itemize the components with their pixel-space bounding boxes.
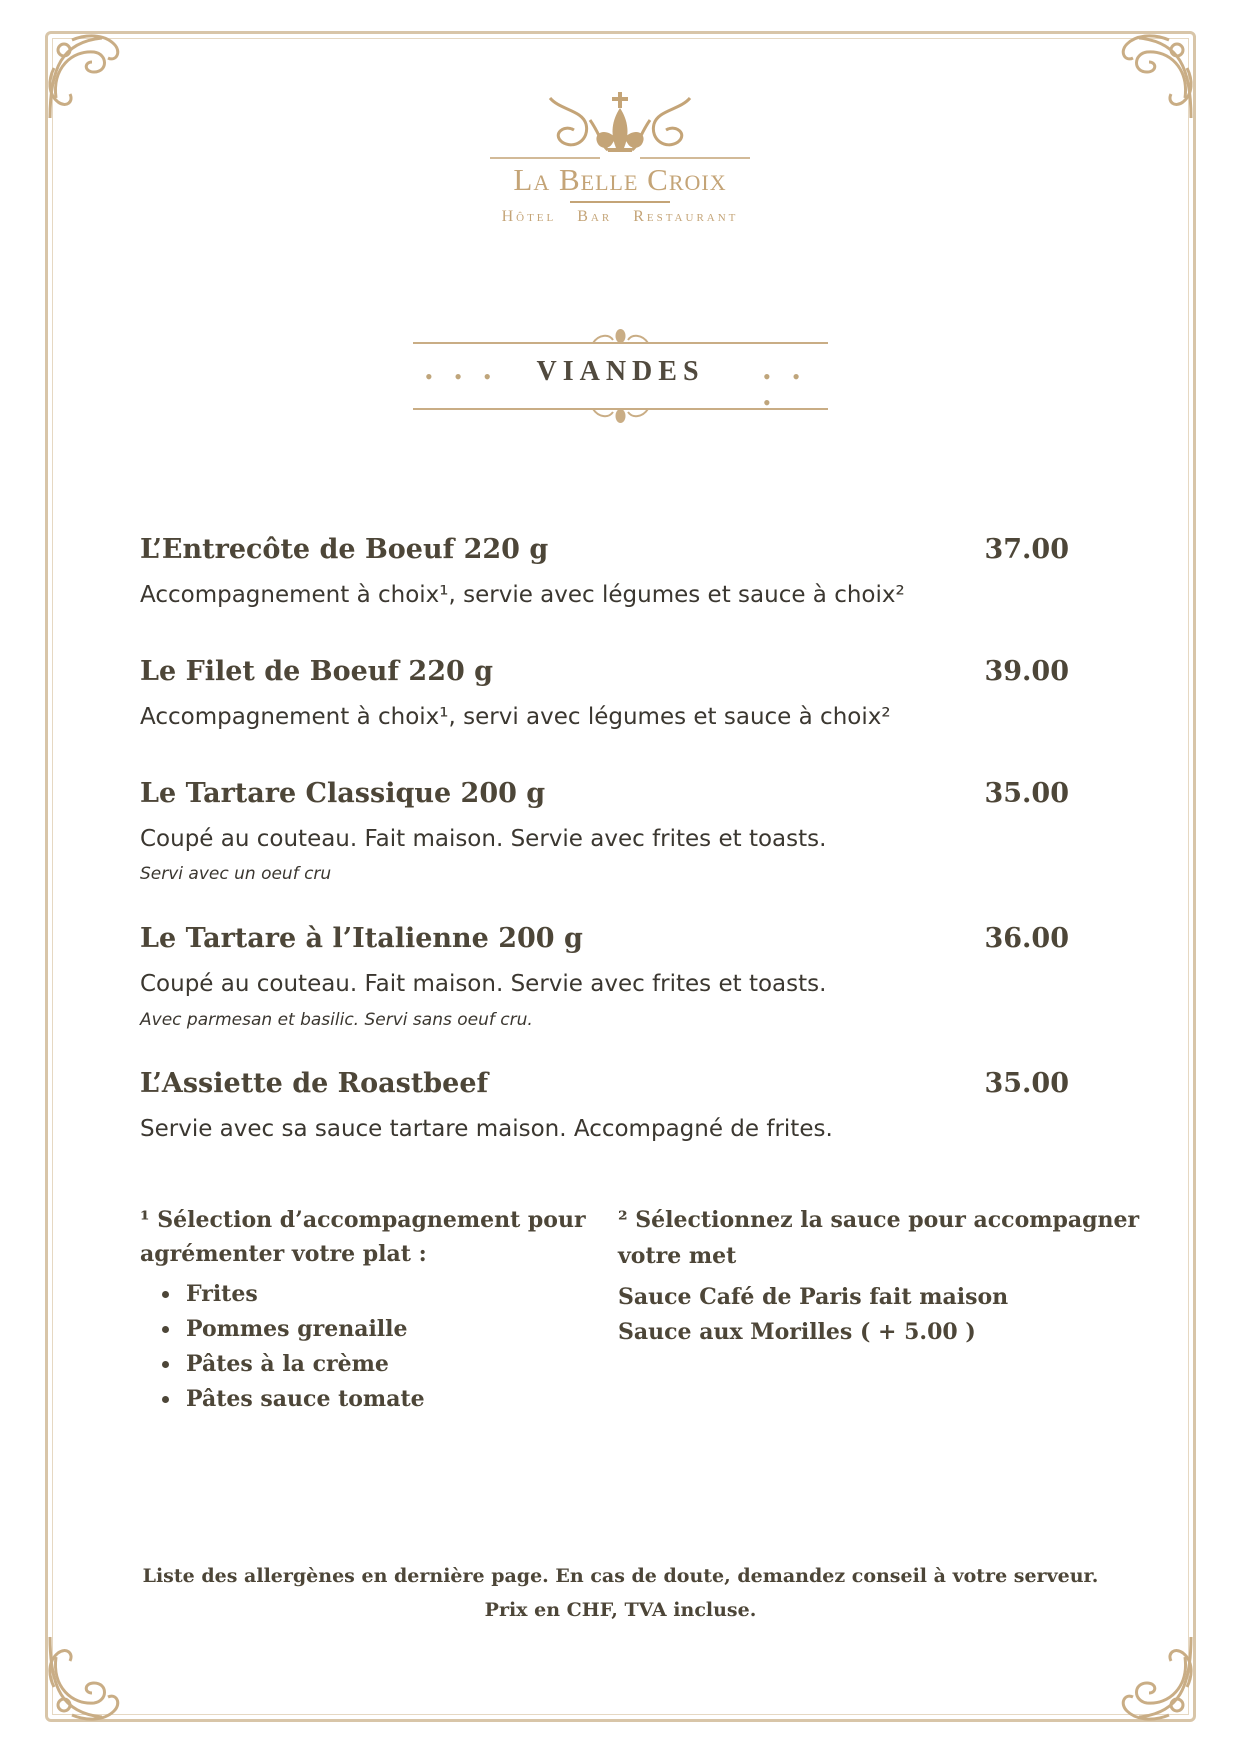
list-item: • Frites [182, 1277, 425, 1312]
sauces-heading-line2: votre met [618, 1243, 737, 1269]
list-item: • Pâtes à la crème [182, 1347, 425, 1382]
sides-heading-line2: agrémenter votre plat : [140, 1241, 427, 1267]
item-name: L’Entrecôte de Boeuf 220 g [140, 534, 549, 565]
sauces-heading-line1: ² Sélectionnez la sauce pour accompagner [618, 1207, 1140, 1233]
sauce-option: Sauce aux Morilles ( + 5.00 ) [618, 1319, 976, 1345]
item-name: L’Assiette de Roastbeef [140, 1068, 489, 1099]
sides-list [140, 1277, 425, 1417]
item-price: 39.00 [984, 656, 1069, 687]
brand-divider [570, 201, 670, 203]
item-name: Le Tartare à l’Italienne 200 g [140, 923, 583, 954]
brand-name: La Belle Croix [513, 162, 727, 197]
sauce-option: Sauce Café de Paris fait maison [618, 1284, 1009, 1310]
list-item: • Pommes grenaille [182, 1312, 425, 1347]
corner-ornament-icon [42, 1627, 142, 1727]
corner-ornament-icon [42, 28, 142, 128]
corner-ornament-icon [1099, 28, 1199, 128]
dots-right: • • • [763, 364, 808, 415]
item-description: Coupé au couteau. Fait maison. Servie avec frites et toasts. [140, 826, 827, 852]
item-description: Accompagnement à choix¹, servi avec légumes et sauce à choix² [140, 704, 891, 730]
item-price: 35.00 [984, 778, 1069, 809]
brand-logo [490, 90, 750, 240]
sides-heading-line1: ¹ Sélection d’accompagnement pour [140, 1207, 586, 1233]
item-description: Servie avec sa sauce tartare maison. Accompagné de frites. [140, 1116, 833, 1142]
section-header [413, 326, 828, 426]
item-price: 35.00 [984, 1068, 1069, 1099]
item-price: 36.00 [984, 923, 1069, 954]
item-description: Accompagnement à choix¹, servie avec légumes et sauce à choix² [140, 582, 905, 608]
dots-left: • • • [425, 364, 500, 389]
item-description: Coupé au couteau. Fait maison. Servie avec frites et toasts. [140, 971, 827, 997]
section-title: VIANDES [536, 356, 705, 387]
item-name: Le Tartare Classique 200 g [140, 778, 546, 809]
item-note: Servi avec un oeuf cru [140, 864, 332, 884]
item-name: Le Filet de Boeuf 220 g [140, 656, 494, 687]
brand-subtitle: Hôtel Bar Restaurant [501, 208, 739, 225]
corner-ornament-icon [1099, 1627, 1199, 1727]
item-note: Avec parmesan et basilic. Servi sans oeuf cru. [140, 1010, 533, 1030]
footer-prices: Prix en CHF, TVA incluse. [484, 1599, 757, 1621]
item-price: 37.00 [984, 534, 1069, 565]
fleur-de-lis-icon [490, 90, 750, 162]
footer-allergens: Liste des allergènes en dernière page. En cas de doute, demandez conseil à votre serveur. [142, 1565, 1099, 1587]
list-item: • Pâtes sauce tomate [182, 1382, 425, 1417]
